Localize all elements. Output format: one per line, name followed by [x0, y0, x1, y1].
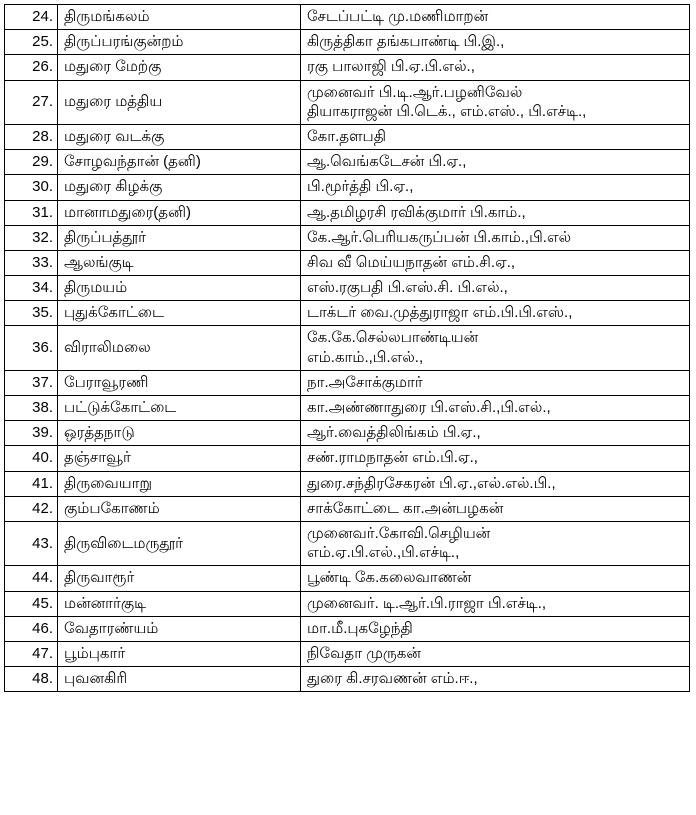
candidate-name-line-1: சேடப்பட்டி மு.மணிமாறன்: [307, 8, 489, 25]
row-number: 47.: [5, 641, 58, 666]
constituency-name: கும்பகோணம்: [58, 496, 301, 521]
candidate-name-line-1: சண்.ராமநாதன் எம்.பி.ஏ.,: [307, 449, 478, 467]
candidate-name: [301, 396, 690, 421]
row-number: 43.: [5, 521, 58, 565]
candidate-name: [301, 124, 690, 149]
table-row: [5, 5, 690, 30]
candidate-name-line-1: முனைவர்.கோவி.செழியன்: [307, 524, 491, 542]
candidate-name-line-1: பி.மூர்த்தி பி.ஏ.,: [307, 178, 414, 196]
candidate-name-line-1: கிருத்திகா தங்கபாண்டி பி.இ.,: [307, 33, 505, 51]
table-row: [5, 200, 690, 225]
row-number: 41.: [5, 471, 58, 496]
table-row: [5, 80, 690, 124]
constituency-name: வேதாரண்யம்: [58, 616, 301, 641]
candidate-name-line-1: ஆ.தமிழரசி ரவிக்குமார் பி.காம்.,: [307, 203, 526, 221]
candidate-name: [301, 150, 690, 175]
row-number: 29.: [5, 150, 58, 175]
row-number: 28.: [5, 124, 58, 149]
constituency-name: திருவையாறு: [58, 471, 301, 496]
candidate-name-line-1: சாக்கோட்டை கா.அன்பழகன்: [307, 499, 504, 517]
constituency-name: ஆலங்குடி: [58, 250, 301, 275]
row-number: 38.: [5, 396, 58, 421]
candidates-table-body: [5, 5, 690, 692]
constituency-name: திருமங்கலம்: [58, 5, 301, 30]
constituency-name: பேராவூரணி: [58, 370, 301, 395]
candidate-name: [301, 521, 690, 565]
constituency-name: மதுரை கிழக்கு: [58, 175, 301, 200]
constituency-name: மதுரை மேற்கு: [58, 55, 301, 80]
row-number: 48.: [5, 667, 58, 692]
table-row: [5, 150, 690, 175]
candidate-name: [301, 496, 690, 521]
table-row: [5, 326, 690, 370]
candidate-name: [301, 667, 690, 692]
candidate-name-line-1: கோ.தளபதி: [307, 127, 387, 145]
candidates-table: [4, 4, 690, 692]
table-row: [5, 124, 690, 149]
row-number: 32.: [5, 225, 58, 250]
constituency-name: புதுக்கோட்டை: [58, 301, 301, 326]
candidate-name: [301, 175, 690, 200]
candidate-name-line-2: எம்.ஏ.பி.எல்.,பி.எச்டி.,: [307, 544, 460, 562]
constituency-name: புவனகிரி: [58, 667, 301, 692]
candidate-name: [301, 30, 690, 55]
table-row: [5, 396, 690, 421]
table-row: [5, 55, 690, 80]
row-number: 45.: [5, 591, 58, 616]
constituency-name: மன்னார்குடி: [58, 591, 301, 616]
table-row: [5, 276, 690, 301]
row-number: 44.: [5, 566, 58, 591]
row-number: 40.: [5, 446, 58, 471]
table-row: [5, 225, 690, 250]
row-number: 27.: [5, 80, 58, 124]
constituency-name: விராலிமலை: [58, 326, 301, 370]
candidate-name: [301, 250, 690, 275]
candidate-name-line-1: கா.அண்ணாதுரை பி.எஸ்.சி.,பி.எல்.,: [307, 399, 551, 416]
candidate-name: [301, 200, 690, 225]
candidate-name: [301, 616, 690, 641]
candidate-name-line-1: ஆர்.வைத்திலிங்கம் பி.ஏ.,: [307, 424, 481, 442]
row-number: 25.: [5, 30, 58, 55]
candidate-name-line-1: மா.மீ.புகழேந்தி: [307, 619, 413, 637]
row-number: 46.: [5, 616, 58, 641]
row-number: 34.: [5, 276, 58, 301]
candidate-name-line-2: எம்.காம்.,பி.எல்.,: [307, 348, 424, 366]
row-number: 30.: [5, 175, 58, 200]
row-number: 31.: [5, 200, 58, 225]
candidate-name: [301, 370, 690, 395]
table-row: [5, 641, 690, 666]
table-row: [5, 301, 690, 326]
candidate-name: [301, 421, 690, 446]
constituency-name: சோழவந்தான் (தனி): [58, 150, 301, 175]
table-row: [5, 616, 690, 641]
table-row: [5, 250, 690, 275]
candidate-name-line-1: முனைவர் பி.டி.ஆர்.பழனிவேல்: [307, 83, 523, 101]
candidate-name: [301, 5, 690, 30]
candidate-name-line-1: துரை.சந்திரசேகரன் பி.ஏ.,எல்.எல்.பி.,: [307, 474, 556, 492]
candidate-name: [301, 80, 690, 124]
candidate-name: [301, 301, 690, 326]
constituency-name: திருவாரூர்: [58, 566, 301, 591]
table-row: [5, 421, 690, 446]
candidate-name: [301, 326, 690, 370]
candidate-name: [301, 446, 690, 471]
candidate-name-line-1: நிவேதா முருகன்: [307, 644, 421, 662]
table-row: [5, 471, 690, 496]
table-row: [5, 175, 690, 200]
table-row: [5, 370, 690, 395]
row-number: 37.: [5, 370, 58, 395]
constituency-name: தஞ்சாவூர்: [58, 446, 301, 471]
row-number: 35.: [5, 301, 58, 326]
row-number: 26.: [5, 55, 58, 80]
constituency-name: திருமயம்: [58, 276, 301, 301]
table-row: [5, 30, 690, 55]
constituency-name: மதுரை வடக்கு: [58, 124, 301, 149]
table-row: [5, 667, 690, 692]
row-number: 33.: [5, 250, 58, 275]
candidate-name-line-1: எஸ்.ரகுபதி பி.எஸ்.சி. பி.எல்.,: [307, 279, 508, 297]
candidate-name-line-1: டாக்டர் வை.முத்துராஜா எம்.பி.பி.எஸ்.,: [307, 304, 573, 322]
row-number: 39.: [5, 421, 58, 446]
candidate-name-line-1: சிவ வீ மெய்யநாதன் எம்.சி.ஏ.,: [307, 253, 516, 271]
candidate-name-line-2: தியாகராஜன் பி.டெக்., எம்.எஸ்., பி.எச்டி.,: [307, 102, 587, 120]
table-row: [5, 446, 690, 471]
candidate-name-line-1: துரை கி.சரவணன் எம்.ஈ.,: [307, 670, 478, 688]
table-row: [5, 566, 690, 591]
candidate-name-line-1: கே.கே.செல்லபாண்டியன்: [307, 329, 479, 347]
candidate-name-line-1: ரகு பாலாஜி பி.ஏ.பி.எல்.,: [307, 58, 475, 76]
row-number: 24.: [5, 5, 58, 30]
candidate-name-line-1: பூண்டி கே.கலைவாணன்: [307, 569, 472, 587]
candidate-name: [301, 641, 690, 666]
candidate-name: [301, 471, 690, 496]
row-number: 42.: [5, 496, 58, 521]
constituency-name: பூம்புகார்: [58, 641, 301, 666]
constituency-name: ஒரத்தநாடு: [58, 421, 301, 446]
constituency-name: மானாமதுரை(தனி): [58, 200, 301, 225]
candidate-name: [301, 276, 690, 301]
constituency-name: பட்டுக்கோட்டை: [58, 396, 301, 421]
candidate-name-line-1: முனைவர். டி.ஆர்.பி.ராஜா பி.எச்டி.,: [307, 594, 547, 612]
candidate-name-line-1: ஆ.வெங்கடேசன் பி.ஏ.,: [307, 153, 467, 171]
candidate-name: [301, 55, 690, 80]
table-row: [5, 521, 690, 565]
constituency-name: திருவிடைமருதூர்: [58, 521, 301, 565]
constituency-name: திருப்பத்தூர்: [58, 225, 301, 250]
candidate-name: [301, 225, 690, 250]
candidate-name: [301, 566, 690, 591]
row-number: 36.: [5, 326, 58, 370]
constituency-name: மதுரை மத்திய: [58, 80, 301, 124]
constituency-name: திருப்பரங்குன்றம்: [58, 30, 301, 55]
candidate-name-line-1: நா.அசோக்குமார்: [307, 373, 423, 391]
table-row: [5, 496, 690, 521]
candidate-name: [301, 591, 690, 616]
candidate-name-line-1: கே.ஆர்.பெரியகருப்பன் பி.காம்.,பி.எல்: [307, 228, 572, 246]
table-row: [5, 591, 690, 616]
